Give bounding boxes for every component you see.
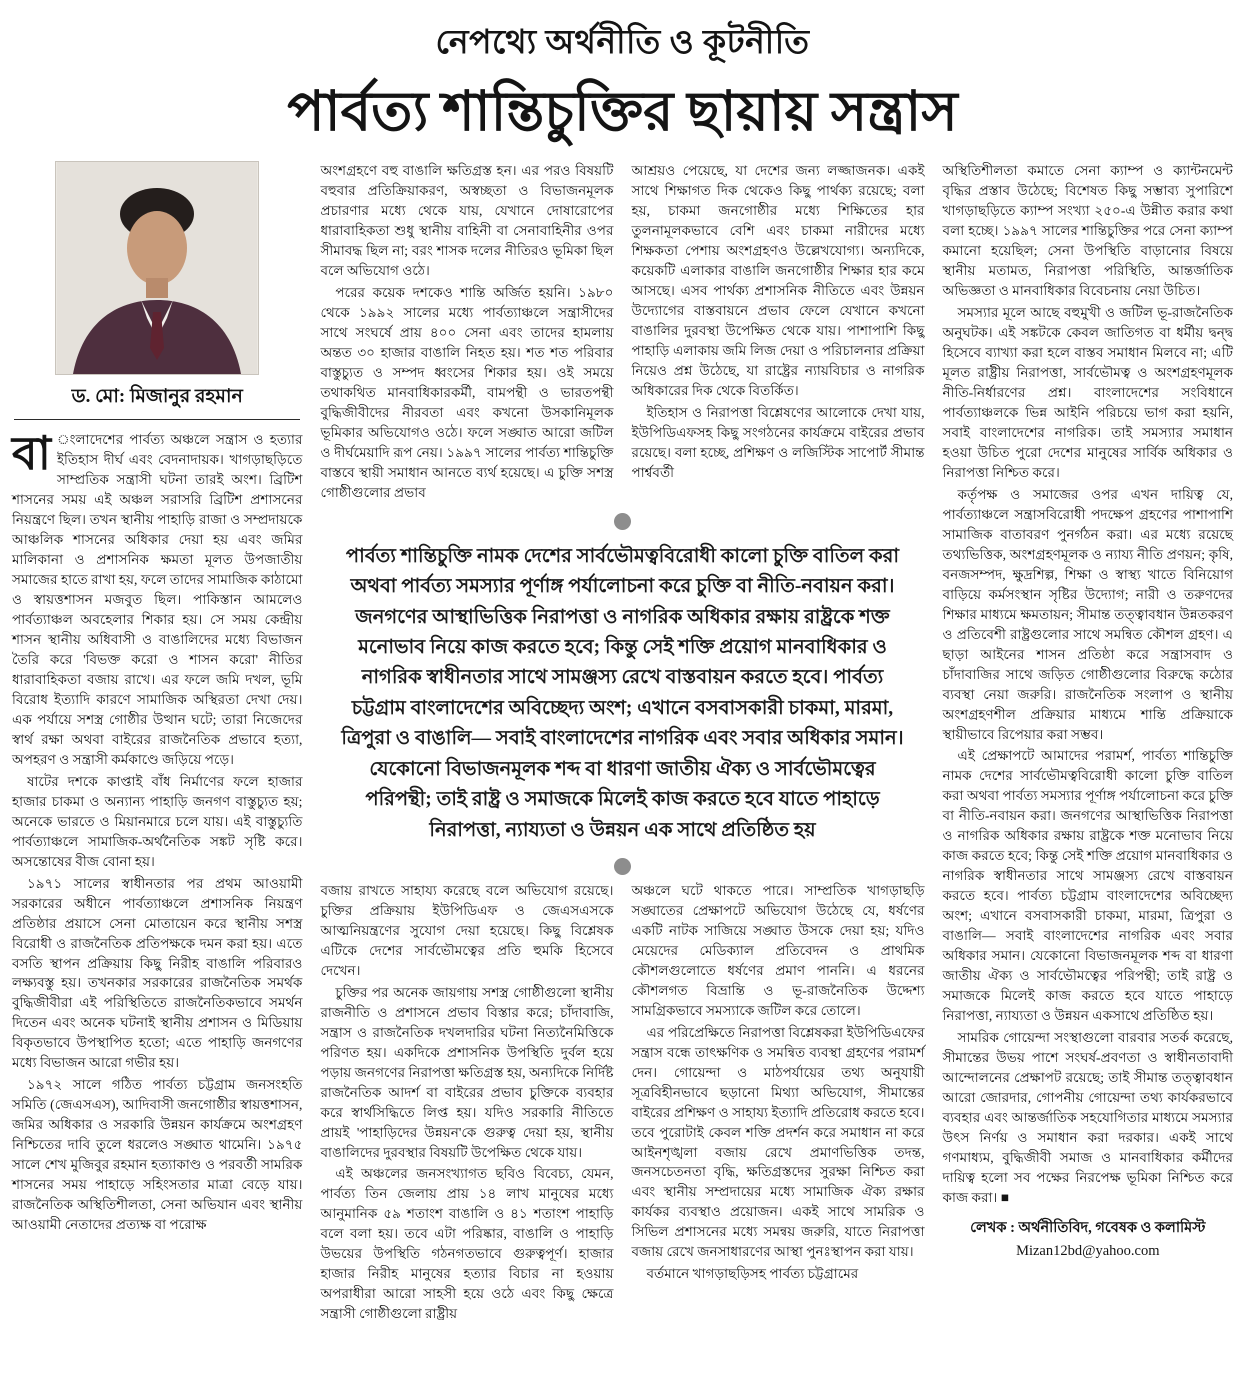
drop-cap: বা — [12, 428, 51, 480]
middle-top-row — [320, 161, 924, 504]
author-box — [12, 161, 302, 420]
columns-2-3 — [320, 161, 924, 1326]
author-photo — [55, 161, 259, 375]
column-3-bottom — [631, 881, 924, 1326]
author-footer — [943, 1218, 1233, 1263]
paragraph: ১৯৭২ সালে গঠিত পার্বত্য চট্টগ্রাম জনসংহতি সমিতি (জেএসএস), আদিবাসী জনগোষ্ঠীর স্বায়ত্তশাসন, জমির অধিকার ও সরকারি উন্নয়ন কার্যক্রমে অংশগ্রহণ নিশ্চিতের দাবি তুলে ধরলেও সঙ্ঘাত থামেনি। ১৯৭৫ সালে শেখ মুজিবুর রহমান হত্যাকাণ্ড ও পরবর্তী সামরিক শাসনের সময় পাহাড়ে সহিংসতার মাত্রা বেড়ে যায়। রাজনৈতিক অস্থিতিশীলতা, সেনা অভিযান এবং স্থানীয় আওয়ামী নেতাদের প্রত্যক্ষ বা পরোক্ষ — [12, 1077, 303, 1233]
column-3-top — [631, 161, 924, 504]
paragraph: বর্তমানে খাগড়াছড়িসহ পার্বত্য চট্টগ্রামের — [646, 1266, 859, 1282]
paragraph: কর্তৃপক্ষ ও সমাজের ওপর এখন দায়িত্ব যে, পার্বত্যাঞ্চলে সন্ত্রাসবিরোধী পদক্ষেপ গ্রহণের পাশাপাশি সামাজিক বাতাবরণ পুনর্গঠন করা। এর মধ্যে রয়েছে তথ্যভিত্তিক, অংশগ্রহণমূলক ও ন্যায্য নীতি প্রণয়ন; কৃষি, বনজসম্পদ, ক্ষুদ্রশিল্প, শিক্ষা ও স্বাস্থ্য খাতে বিনিয়োগ বাড়িয়ে কর্মসংস্থান সৃষ্টির উদ্যোগ; নারী ও তরুণদের শিক্ষার মাধ্যমে ক্ষমতায়ন; সীমান্ত তত্ত্বাবধান উন্নতকরণ ও প্রতিবেশী রাষ্ট্রগুলোর সাথে সমন্বিত কৌশল গ্রহণ। এ ছাড়া আইনের শাসন প্রতিষ্ঠা করে সন্ত্রাসবাদ ও চাঁদাবাজির সাথে জড়িত গোষ্ঠীগুলোর বিরুদ্ধে কঠোর ব্যবস্থা নেয়া জরুরি। রাজনৈতিক সংলাপ ও স্থানীয় অংশগ্রহণশীল প্রক্রিয়ার মাধ্যমে শান্তি প্রক্রিয়াকে স্থায়ীভাবে রিপেয়ার করা সম্ভব। — [942, 486, 1233, 742]
paragraph — [12, 430, 302, 769]
quote-dot-top-icon — [614, 513, 631, 530]
article-headline: পার্বত্য শান্তিচুক্তির ছায়ায় সন্ত্রাস — [287, 81, 958, 142]
paragraph: পরের কয়েক দশকেও শান্তি অর্জিত হয়নি। ১৯৮০ থেকে ১৯৯২ সালের মধ্যে পার্বত্যাঞ্চলে সন্ত্রাসীদের সাথে সংঘর্ষে প্রায় ৪০০ সেনা এবং তাদের হামলায় অন্তত ৩০ হাজার বাঙালি নিহত হয়। শত শত পরিবার বাস্তুচ্যুত ও সম্পদ ধ্বংসের শিকার হয়। ওই সময়ে তথাকথিত মানবাধিকারকর্মী, বামপন্থী ও ভারতপন্থী বুদ্ধিজীবীদের নীরবতা এবং কখনো উসকানিমূলক ভূমিকার অভিযোগও ওঠে। ফলে সঙ্ঘাত আরো জটিল ও দীর্ঘমেয়াদি রূপ নেয়। ১৯৯৭ সালের পার্বত্য শান্তিচুক্তি বাস্তবে স্থায়ী সমাধান আনতে ব্যর্থ হয়েছে। এ চুক্তি সশস্ত্র গোষ্ঠীগুলোর প্রভাব — [320, 285, 614, 500]
pull-quote-text: পার্বত্য শান্তিচুক্তি নামক দেশের সার্বভৌমত্ববিরোধী কালো চুক্তি বাতিল করা অথবা পার্বত্য সমস্যার পূর্ণাঙ্গ পর্যালোচনা করে চুক্তি বা নীতি-নবায়ন করা। জনগণের আস্থাভিত্তিক নিরাপত্তা ও নাগরিক অধিকার রক্ষায় রাষ্ট্রকে শক্ত মনোভাব নিয়ে কাজ করতে হবে; কিন্তু সেই শক্তি প্রয়োগ মানবাধিকার ও নাগরিক স্বাধীনতার সাথে সামঞ্জস্য রেখে বাস্তবায়ন করতে হবে। পার্বত্য চট্টগ্রাম বাংলাদেশের অবিচ্ছেদ্য অংশ; এখানে বসবাসকারী চাকমা, মারমা, ত্রিপুরা ও বাঙালি— সবাই বাংলাদেশের নাগরিক এবং সবার অধিকার সমান। যেকোনো বিভাজনমূলক শব্দ বা ধারণা জাতীয় ঐক্য ও সার্বভৌমত্বের পরিপন্থী; তাই রাষ্ট্র ও সমাজকে মিলেই কাজ করতে হবে যাতে পাহাড়ে নিরাপত্তা, ন্যায্যতা ও উন্নয়ন এক সাথে প্রতিষ্ঠিত হয় — [341, 545, 904, 841]
column-2-bottom — [320, 881, 613, 1326]
author-name: ড. মো: মিজানুর রহমান — [14, 383, 300, 420]
paragraph: আশ্রয়ও পেয়েছে, যা দেশের জন্য লজ্জাজনক। একই সাথে শিক্ষাগত দিক থেকেও কিছু পার্থক্য রয়েছে; বলা হয়, চাকমা জনগোষ্ঠীর মধ্যে শিক্ষিতের হার তুলনামূলকভাবে বেশি এবং চাকমা নারীদের মধ্যে শিক্ষকতা পেশায় অংশগ্রহণও উল্লেখযোগ্য। অন্যদিকে, কয়েকটি এলাকার বাঙালি জনগোষ্ঠীর শিক্ষার হার কমে আসছে। এসব পার্থক্য প্রশাসনিক নীতিতে এবং উন্নয়ন উদ্যোগের বাস্তবায়নে প্রভাব ফেলে যেখানে কখনো বাঙালির দুরবস্থা উপেক্ষিত থেকে যায়। পাশাপাশি কিছু পাহাড়ি এলাকায় জমি লিজ দেয়া ও পরিচালনার প্রক্রিয়া নিয়েও প্রশ্ন উঠেছে, যা রাষ্ট্রের ন্যায়বিচার ও নাগরিক অধিকারের দিক থেকে বিতর্কিত। — [631, 163, 925, 399]
paragraph: অংশগ্রহণে বহু বাঙালি ক্ষতিগ্রস্ত হন। এর পরও বিষয়টি বহুবার প্রতিক্রিয়াকরণ, অস্বচ্ছতা ও বিভাজনমূলক প্রচারণার মধ্যে থেকে যায়, যেখানে দোষারোপের ধারাবাহিকতা শুধু স্থানীয় বাহিনী বা সেনাবাহিনীর ওপর সীমাবদ্ধ ছিল না; বরং শাসক দলের নীতিরও ভূমিকা ছিল বলে অভিযোগ ওঠে। — [320, 163, 614, 279]
column-2-top — [320, 161, 613, 504]
article-kicker: নেপথ্যে অর্থনীতি ও কূটনীতি — [435, 25, 810, 61]
middle-bottom-row — [320, 881, 924, 1326]
footer-author-email: Mizan12bd@yahoo.com — [1016, 1243, 1160, 1260]
article-body — [12, 161, 1233, 1326]
paragraph: এই অঞ্চলের জনসংখ্যাগত ছবিও বিবেচ্য, যেমন, পার্বত্য তিন জেলায় প্রায় ১৪ লাখ মানুষের মধ্যে আনুমানিক ৫৯ শতাংশ বাঙালি ও ৪১ শতাংশ পাহাড়ি বলে বলা হয়। তবে এটা পরিষ্কার, বাঙালি ও পাহাড়ি উভয়ের উপস্থিতি গঠনগতভাবে গুরুত্বপূর্ণ। হাজার হাজার নিরীহ মানুষের হত্যার বিচার না হওয়ায় অপরাধীরা আরো সাহসী হয়ে ওঠে এবং কিছু ক্ষেত্রে সন্ত্রাসী গোষ্ঠীগুলো রাষ্ট্রীয় — [320, 1166, 614, 1322]
paragraph: ১৯৭১ সালের স্বাধীনতার পর প্রথম আওয়ামী সরকারের অধীনে পার্বত্যাঞ্চলে প্রশাসনিক নিয়ন্ত্রণ প্রতিষ্ঠার প্রয়াসে সেনা মোতায়েন করে স্থানীয় সশস্ত্র বিরোধী ও রাজনৈতিক প্রতিপক্ষকে দমন করা হয়। এতে বসতি স্থাপন প্রক্রিয়ায় কিছু নিরীহ বাঙালি পরিবারও লক্ষ্যবস্তু হয়। তখনকার সরকারের রাজনৈতিক সমর্থক বুদ্ধিজীবীরা এই পরিস্থিতিতে রাজনৈতিকভাবে সমর্থন দিতেন এবং অনেক ঘটনাই স্থানীয় প্রশাসন ও মিডিয়ায় বিকৃতভাবে উপস্থাপিত হতো; এতে পাহাড়ি জনগণের মধ্যে বিভাজন আরো গভীর হয়। — [12, 875, 303, 1071]
pull-quote — [324, 513, 920, 875]
paragraph: এই প্রেক্ষাপটে আমাদের পরামর্শ, পার্বত্য শান্তিচুক্তি নামক দেশের সার্বভৌমত্ববিরোধী কালো চুক্তি বাতিল করা অথবা পার্বত্য সমস্যার পূর্ণাঙ্গ পর্যালোচনা করে চুক্তি বা নীতি-নবায়ন করা। জনগণের আস্থাভিত্তিক নিরাপত্তা ও নাগরিক অধিকার রক্ষায় রাষ্ট্রকে শক্ত মনোভাব নিয়ে কাজ করতে হবে; কিন্তু সেই শক্তি প্রয়োগ মানবাধিকার ও নাগরিক স্বাধীনতার সাথে সামঞ্জস্য রেখে বাস্তবায়ন করতে হবে। পার্বত্য চট্টগ্রাম বাংলাদেশের অবিচ্ছেদ্য অংশ; এখানে বসবাসকারী চাকমা, মারমা, ত্রিপুরা ও বাঙালি— সবাই বাংলাদেশের নাগরিক এবং সবার অধিকার সমান। যেকোনো বিভাজনমূলক শব্দ বা ধারণা জাতীয় ঐক্য ও সার্বভৌমত্বের পরিপন্থী; তাই রাষ্ট্র ও সমাজকে মিলেই কাজ করতে হবে যাতে পাহাড়ে নিরাপত্তা, ন্যায্যতা ও উন্নয়ন একসাথে প্রতিষ্ঠিত হয়। — [942, 748, 1233, 1024]
paragraph: বজায় রাখতে সাহায্য করেছে বলে অভিযোগ রয়েছে। চুক্তির প্রক্রিয়ায় ইউপিডিএফ ও জেএসএসকে আত্মনিয়ন্ত্রণের সুযোগ দেয়া হয়েছে। কিছু বিশ্লেষক এটিকে দেশের সার্বভৌমত্বের প্রতি হুমকি হিসেবে দেখেন। — [320, 882, 614, 978]
paragraph: ষাটের দশকে কাপ্তাই বাঁধ নির্মাণের ফলে হাজার হাজার চাকমা ও অন্যান্য পাহাড়ি জনগণ বাস্তুচ্যুত হয়; অনেকে ভারতে ও মিয়ানমারে চলে যায়। এই বাস্তুচ্যুতি পার্বত্যাঞ্চলে সামাজিক-অর্থনৈতিক সঙ্কট সৃষ্টি করে। অসন্তোষের বীজ বোনা হয়। — [12, 773, 303, 869]
paragraph: সামরিক গোয়েন্দা সংস্থাগুলো বারবার সতর্ক করেছে, সীমান্তের উভয় পাশে সংঘর্ষ-প্রবণতা ও স্বাধীনতাবাদী আন্দোলনের প্রেক্ষাপট রয়েছে; তাই সীমান্ত তত্ত্বাবধান আরো জোরদার, গোপনীয় গোয়েন্দা তথ্য কার্যকরভাবে ব্যবহার এবং আন্তর্জাতিক সহযোগিতার মাধ্যমে সমস্যার উৎস নির্ণয় ও সমাধান করা দরকার। একই সাথে গণমাধ্যম, বুদ্ধিজীবী সমাজ ও মানবাধিকার কর্মীদের দায়িত্ব হলো সব পক্ষের নিরপেক্ষ ভূমিকা নিশ্চিত করে কাজ করা। ■ — [942, 1030, 1233, 1205]
face-shape — [127, 211, 187, 285]
paragraph: সমস্যার মূলে আছে বহুমুখী ও জটিল ভূ-রাজনৈতিক অনুঘটক। এই সঙ্কটকে কেবল জাতিগত বা ধর্মীয় দ্বন্দ্ব হিসেবে ব্যাখ্যা করা হলে বাস্তব সমাধান মিলবে না; এটি মূলত রাষ্ট্রীয় নিরাপত্তা, সার্বভৌমত্ব ও অংশগ্রহণমূলক নীতি-নির্ধারণের প্রশ্ন। বাংলাদেশের সংবিধানে পার্বত্যাঞ্চলকে ভিন্ন আইনি পরিচয়ে ভাগ করা হয়নি, সবাই বাংলাদেশের নাগরিক। তাই সমস্যার সমাধান হওয়া উচিত পুরো দেশের মানুষের সার্বিক অধিকার ও নিরাপত্তা নিশ্চিত করে। — [942, 305, 1233, 480]
paragraph-text: ংলাদেশের পার্বত্য অঞ্চলে সন্ত্রাস ও হত্যার ইতিহাস দীর্ঘ এবং বেদনাদায়ক। খাগড়াছড়িতে সাম্প্রতিক সন্ত্রাসী ঘটনা তারই অংশ। ব্রিটিশ শাসনের সময় এই অঞ্চল সরাসরি ব্রিটিশ প্রশাসনের নিয়ন্ত্রণে ছিল। তখন স্থানীয় পাহাড়ি রাজা ও সম্প্রদায়কে আঞ্চলিক শাসনের অধিকার দেয়া হয় এবং জমির মালিকানা ও প্রশাসনিক ক্ষমতা মূলত উপজাতীয় সমাজের হাতে রাখা হয়, ফলে তাদের সামাজিক কাঠামো ও স্বায়ত্তশাসন মজবুত ছিল। পাকিস্তান আমলেও পার্বত্যাঞ্চল অবহেলার শিকার হয়। সে সময় কেন্দ্রীয় শাসন স্থানীয় অধিবাসী ও বাঙালিদের মধ্যে বিভাজন তৈরি করে 'বিভক্ত করো ও শাসন করো' নীতির ধারাবাহিকতা বজায় রাখে। এর ফলে জমি দখল, ভূমি বিরোধ ইত্যাদি কারণে সামাজিক অস্থিরতা দেখা দেয়। এক পর্যায়ে সশস্ত্র গোষ্ঠীর উত্থান ঘটে; তারা নিজেদের স্বার্থ রক্ষা অথবা বাইরের রাজনৈতিক প্রভাবে হত্যা, অপহরণ ও সন্ত্রাসী কর্মকাণ্ডে জড়িয়ে পড়ে। — [12, 432, 303, 767]
footer-author-role: লেখক : অর্থনীতিবিদ, গবেষক ও কলামিস্ট — [970, 1219, 1206, 1236]
quote-dot-bottom-icon — [614, 858, 631, 875]
article-masthead — [12, 16, 1233, 141]
paragraph: ইতিহাস ও নিরাপত্তা বিশ্লেষণের আলোকে দেখা যায়, ইউপিডিএফসহ কিছু সংগঠনের কার্যক্রমে বাইরের প্রভাব রয়েছে। বলা হচ্ছে, প্রশিক্ষণ ও লজিস্টিক সাপোর্ট সীমান্ত পার্শ্ববর্তী — [631, 405, 925, 480]
column-4 — [943, 161, 1233, 1326]
paragraph: চুক্তির পর অনেক জায়গায় সশস্ত্র গোষ্ঠীগুলো স্থানীয় রাজনীতি ও প্রশাসনে প্রভাব বিস্তার করে; চাঁদাবাজি, সন্ত্রাস ও রাজনৈতিক দখলদারির ঘটনা নিত্যনৈমিত্তিকে পরিণত হয়। একদিকে প্রশাসনিক উপস্থিতি দুর্বল হয়ে পড়ায় জনগণের নিরাপত্তা ক্ষতিগ্রস্ত হয়, অন্যদিকে নির্দিষ্ট রাজনৈতিক আদর্শ বা বাইরের প্রভাব চুক্তিকে ব্যবহার করে স্বার্থসিদ্ধিতে লিপ্ত হয়। যদিও সরকারি নীতিতে প্রায়ই 'পাহাড়িদের উন্নয়ন'কে গুরুত্ব দেয়া হয়, স্থানীয় বাঙালিদের দুরবস্থার বিষয়টি উপেক্ষিত থেকে যায়। — [320, 984, 614, 1160]
column-1 — [12, 161, 302, 1326]
paragraph: এর পরিপ্রেক্ষিতে নিরাপত্তা বিশ্লেষকরা ইউপিডিএফের সন্ত্রাস বন্ধে তাৎক্ষণিক ও সমন্বিত ব্যবস্থা গ্রহণের পরামর্শ দেন। গোয়েন্দা ও মাঠপর্যায়ের তথ্য অনুযায়ী সূত্রবিহীনভাবে ছড়ানো মিথ্যা অভিযোগ, সীমান্তের বাইরের প্রশিক্ষণ ও সাহায্য ইত্যাদি প্রতিরোধ করতে হবে। তবে পুরোটাই কেবল শক্তি প্রদর্শন করে সমাধান না করে আইনশৃঙ্খলা বজায় রেখে প্রমাণভিত্তিক তদন্ত, জনসচেতনতা বৃদ্ধি, ক্ষতিগ্রস্তদের সুরক্ষা নিশ্চিত করা এবং স্থানীয় সম্প্রদায়ের মধ্যে সামাজিক ঐক্য রক্ষার কার্যকর ব্যবস্থাও প্রয়োজন। একই সাথে সামরিক ও সিভিল প্রশাসনের মধ্যে সমন্বয় জরুরি, যাতে নিরাপত্তা বজায় রেখে জনসাধারণের আস্থা পুনঃস্থাপন করা যায়। — [631, 1024, 925, 1260]
paragraph: অস্থিতিশীলতা কমাতে সেনা ক্যাম্প ও ক্যান্টনমেন্ট বৃদ্ধির প্রস্তাব উঠেছে; বিশেষত কিছু সম্ভাব্য সুপারিশে খাগড়াছড়িতে ক্যাম্প সংখ্যা ২৫০-এ উন্নীত করার কথা বলা হচ্ছে। ১৯৯৭ সালের শান্তিচুক্তির পরে সেনা ক্যাম্প কমানো হয়েছিল; সেনা উপস্থিতি বাড়ানোর বিষয়ে স্থানীয় মতামত, নিরাপত্তা পরিস্থিতি, আন্তর্জাতিক অভিজ্ঞতা ও মানবাধিকার বিবেচনায় নেয়া উচিত। — [942, 163, 1233, 299]
paragraph: অঞ্চলে ঘটে থাকতে পারে। সাম্প্রতিক খাগড়াছড়ি সঙ্ঘাতের প্রেক্ষাপটে অভিযোগ উঠেছে যে, ধর্ষণের একটি নাটক সাজিয়ে সঙ্ঘাত উসকে দেয়া হয়; যদিও মেয়েদের মেডিক্যাল প্রতিবেদন ও প্রাথমিক কৌশলগুলোতে ধর্ষণের প্রমাণ পাননি। এ ধরনের কৌশলগত বিভ্রান্তি ও ভূ-রাজনৈতিক উদ্দেশ্য সামগ্রিকভাবে সমস্যাকে জটিল করে তোলে। — [631, 882, 925, 1018]
